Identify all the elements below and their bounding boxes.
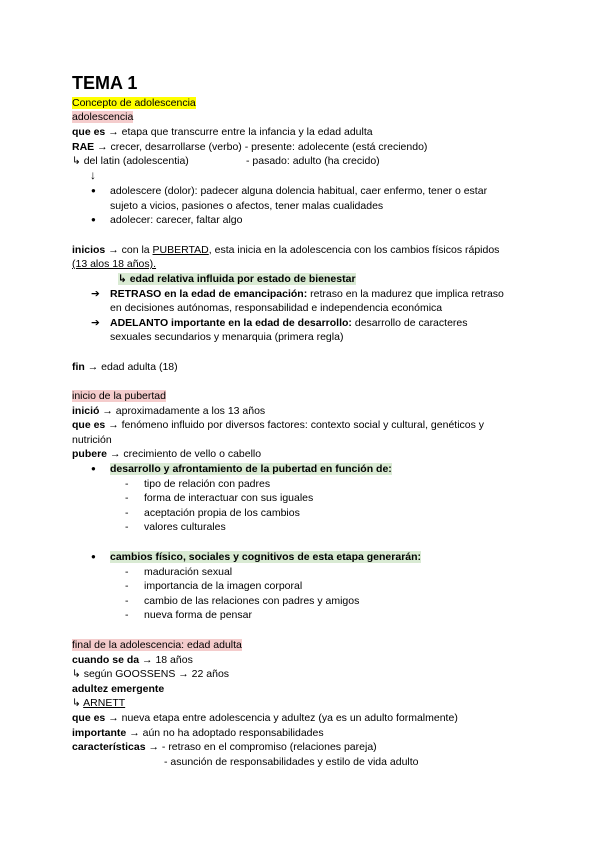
subheading-adolescencia: adolescencia [72,111,134,123]
section-heading-pubertad: inicio de la pubertad [72,390,166,402]
line-rae: RAE → crecer, desarrollarse (verbo) - presente: adolecente (está creciendo) [72,141,428,153]
sub-list-item: - nueva forma de pensar [144,608,252,623]
sub-list-item: - tipo de relación con padres [144,477,270,492]
section-heading-final: final de la adolescencia: edad adulta [72,639,242,651]
line-que-es-adultez: que es → nueva etapa entre adolescencia y adultez (ya es un adulto formalmente) [72,712,458,724]
list-item: ● adolescere (dolor): padecer alguna dolencia habitual, caer enfermo, tener o estar [110,184,487,199]
line-fin: fin → edad adulta (18) [72,361,178,373]
sub-list-item: - aceptación propia de los cambios [144,506,300,521]
list-item-desarrollo: ● desarrollo y afrontamiento de la pubertad en función de: [110,462,392,477]
list-item-retraso: ➔ RETRASO en la edad de emancipación: retraso en la madurez que implica retraso [110,287,504,302]
page-title: TEMA 1 [72,73,138,93]
line-inicio: inició → aproximadamente a los 13 años [72,405,266,417]
line-cuando: cuando se da → 18 años [72,654,193,666]
line-pubere: pubere → crecimiento de vello o cabello [72,448,262,460]
line-arnett: ↳ ARNETT [72,697,126,709]
section-heading-concepto: Concepto de adolescencia [72,97,196,109]
line-caracteristicas-2: - asunción de responsabilidades y estilo de vida adulto [164,756,419,768]
list-item-cambios: ● cambios físico, sociales y cognitivos de esta etapa generarán: [110,550,421,565]
line-inicios: inicios → con la PUBERTAD, esta inicia en la adolescencia con los cambios físicos rápidos [72,244,500,256]
list-item: ● adolecer: carecer, faltar algo [110,213,243,228]
line-que-es-pubertad: que es → fenómeno influido por diversos factores: contexto social y cultural, genéticos y [72,419,485,431]
list-item-continuation: en decisiones autónomas, responsabilidad e independencia económica [110,302,443,314]
sub-list-item: - importancia de la imagen corporal [144,579,302,594]
sub-list-item: - valores culturales [144,520,226,535]
line-importante: importante → aún no ha adoptado responsabilidades [72,727,324,739]
list-item-continuation: sexuales secundarios y menarquia (primera regla) [110,331,344,343]
sub-list-item: - forma de interactuar con sus iguales [144,491,313,506]
line-inicios-2: (13 alos 18 años). [72,258,157,270]
line-goossens: ↳ según GOOSSENS → 22 años [72,668,230,680]
line-que-es: que es → etapa que transcurre entre la infancia y la edad adulta [72,126,373,138]
line-pasado: - pasado: adulto (ha crecido) [246,155,380,167]
list-item-adelanto: ➔ ADELANTO importante en la edad de desarrollo: desarrollo de caracteres [110,316,468,331]
line-nutricion: nutrición [72,434,112,446]
line-caracteristicas: características → - retraso en el compromiso (relaciones pareja) [72,741,377,753]
line-adultez: adultez emergente [72,683,165,695]
list-item-continuation: sujeto a vicios, pasiones o afectos, tener malas cualidades [110,200,384,212]
sub-list-item: - maduración sexual [144,565,232,580]
sub-list-item: - cambio de las relaciones con padres y amigos [144,594,359,609]
line-latin: ↳ del latin (adolescentia) [72,155,189,167]
line-edad-relativa: ↳ edad relativa influida por estado de bienestar [118,273,356,285]
down-arrow-icon: ↓ [90,168,96,182]
